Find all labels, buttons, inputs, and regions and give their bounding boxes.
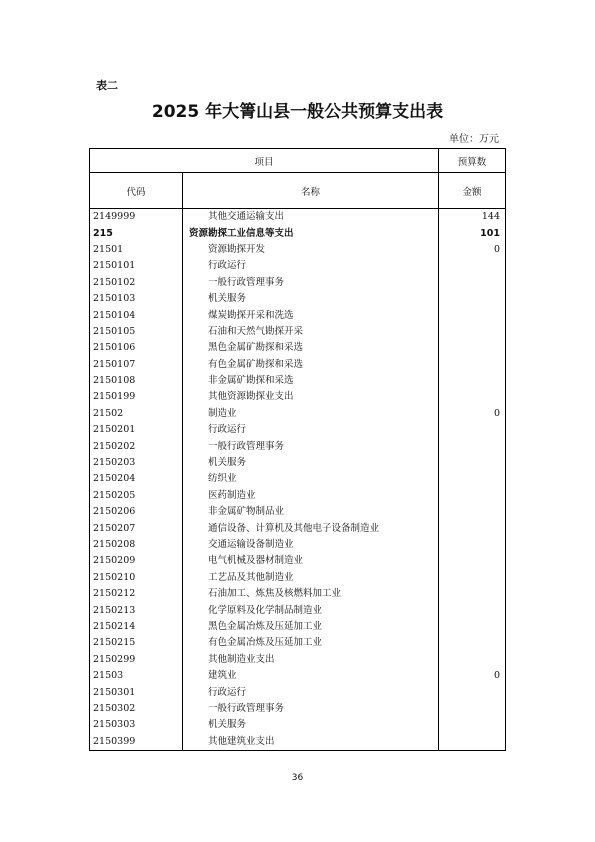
- row-name: 机关服务: [183, 455, 439, 471]
- row-code: 2150206: [90, 504, 183, 520]
- row-amount: [439, 340, 506, 356]
- table-row: [90, 570, 506, 586]
- row-code: 2149999: [90, 209, 183, 226]
- row-amount: [439, 422, 506, 438]
- table-row: [90, 357, 506, 373]
- row-name: 机关服务: [183, 291, 439, 307]
- row-code: 2150199: [90, 389, 183, 405]
- row-code: 2150299: [90, 652, 183, 668]
- table-row: [90, 422, 506, 438]
- budget-table: [89, 148, 506, 751]
- row-code: 2150105: [90, 324, 183, 340]
- row-code: 2150101: [90, 258, 183, 274]
- row-name: 行政运行: [183, 422, 439, 438]
- row-amount: [439, 537, 506, 553]
- row-name: 制造业: [183, 406, 439, 422]
- header-item: 项目: [90, 149, 439, 173]
- row-code: 2150209: [90, 553, 183, 569]
- table-row: [90, 668, 506, 684]
- table-row: [90, 553, 506, 569]
- row-name: 通信设备、计算机及其他电子设备制造业: [183, 520, 439, 536]
- table-row: [90, 504, 506, 520]
- row-name: 一般行政管理事务: [183, 275, 439, 291]
- row-code: 2150201: [90, 422, 183, 438]
- row-amount: [439, 438, 506, 454]
- row-name: 其他资源勘探业支出: [183, 389, 439, 405]
- table-body: [90, 209, 506, 751]
- table-row: [90, 619, 506, 635]
- row-code: 21503: [90, 668, 183, 684]
- row-amount: [439, 275, 506, 291]
- row-name: 一般行政管理事务: [183, 701, 439, 717]
- row-name: 机关服务: [183, 717, 439, 733]
- row-name: 其他交通运输支出: [183, 209, 439, 226]
- table-row: [90, 537, 506, 553]
- table-row: [90, 734, 506, 751]
- row-code: 2150213: [90, 602, 183, 618]
- row-name: 黑色金属矿勘探和采选: [183, 340, 439, 356]
- row-amount: [439, 734, 506, 751]
- row-name: 资源勘探工业信息等支出: [183, 225, 439, 241]
- row-amount: [439, 357, 506, 373]
- row-amount: 0: [439, 242, 506, 258]
- row-code: 2150107: [90, 357, 183, 373]
- table-row: [90, 455, 506, 471]
- row-amount: [439, 717, 506, 733]
- row-code: 2150215: [90, 635, 183, 651]
- table-row: [90, 291, 506, 307]
- row-name: 交通运输设备制造业: [183, 537, 439, 553]
- row-amount: [439, 258, 506, 274]
- row-code: 2150301: [90, 684, 183, 700]
- table-row: [90, 242, 506, 258]
- row-name: 工艺品及其他制造业: [183, 570, 439, 586]
- row-code: 2150212: [90, 586, 183, 602]
- row-name: 有色金属矿勘探和采选: [183, 357, 439, 373]
- row-code: 2150204: [90, 471, 183, 487]
- row-name: 电气机械及器材制造业: [183, 553, 439, 569]
- row-name: 有色金属冶炼及压延加工业: [183, 635, 439, 651]
- row-code: 2150302: [90, 701, 183, 717]
- table-row: [90, 717, 506, 733]
- row-code: 2150104: [90, 307, 183, 323]
- page-number: 36: [291, 773, 304, 783]
- table-row: [90, 488, 506, 504]
- row-amount: 0: [439, 668, 506, 684]
- header-budget: 预算数: [439, 149, 506, 173]
- header-name: 名称: [183, 173, 439, 209]
- table-row: [90, 324, 506, 340]
- table-row: [90, 275, 506, 291]
- header-amount: 金额: [439, 173, 506, 209]
- row-amount: [439, 291, 506, 307]
- row-amount: [439, 488, 506, 504]
- header-row-2: [90, 173, 506, 209]
- row-name: 非金属矿勘探和采选: [183, 373, 439, 389]
- row-code: 2150210: [90, 570, 183, 586]
- table-row: [90, 389, 506, 405]
- table-row: [90, 225, 506, 241]
- row-name: 其他建筑业支出: [183, 734, 439, 751]
- row-name: 纺织业: [183, 471, 439, 487]
- row-amount: 0: [439, 406, 506, 422]
- row-code: 2150214: [90, 619, 183, 635]
- row-code: 2150208: [90, 537, 183, 553]
- row-code: 2150207: [90, 520, 183, 536]
- row-amount: [439, 602, 506, 618]
- row-amount: [439, 570, 506, 586]
- row-name: 石油加工、炼焦及核燃料加工业: [183, 586, 439, 602]
- row-amount: [439, 635, 506, 651]
- table-row: [90, 340, 506, 356]
- table-row: [90, 438, 506, 454]
- table-row: [90, 701, 506, 717]
- row-name: 行政运行: [183, 258, 439, 274]
- row-code: 2150303: [90, 717, 183, 733]
- row-amount: [439, 455, 506, 471]
- row-name: 资源勘探开发: [183, 242, 439, 258]
- row-amount: [439, 389, 506, 405]
- row-name: 非金属矿物制品业: [183, 504, 439, 520]
- row-code: 2150102: [90, 275, 183, 291]
- table-row: [90, 209, 506, 226]
- row-amount: [439, 652, 506, 668]
- row-amount: [439, 504, 506, 520]
- row-name: 建筑业: [183, 668, 439, 684]
- row-amount: [439, 324, 506, 340]
- table-row: [90, 471, 506, 487]
- table-row: [90, 520, 506, 536]
- row-amount: [439, 701, 506, 717]
- document-title: 2025 年大箐山县一般公共预算支出表: [151, 102, 444, 122]
- header-row-1: [90, 149, 506, 173]
- row-code: 2150106: [90, 340, 183, 356]
- row-amount: 101: [439, 225, 506, 241]
- table-row: [90, 586, 506, 602]
- table-row: [90, 684, 506, 700]
- row-name: 行政运行: [183, 684, 439, 700]
- row-code: 2150108: [90, 373, 183, 389]
- row-code: 2150202: [90, 438, 183, 454]
- row-code: 2150205: [90, 488, 183, 504]
- row-amount: [439, 307, 506, 323]
- row-code: 2150203: [90, 455, 183, 471]
- row-name: 医药制造业: [183, 488, 439, 504]
- table-row: [90, 258, 506, 274]
- table-row: [90, 652, 506, 668]
- row-name: 煤炭勘探开采和洗选: [183, 307, 439, 323]
- row-amount: [439, 619, 506, 635]
- table-row: [90, 307, 506, 323]
- table-label: 表二: [96, 79, 118, 92]
- table-row: [90, 602, 506, 618]
- row-amount: [439, 373, 506, 389]
- unit-label: 单位：万元: [449, 134, 499, 145]
- row-code: 215: [90, 225, 183, 241]
- row-name: 石油和天然气勘探开采: [183, 324, 439, 340]
- row-name: 化学原料及化学制品制造业: [183, 602, 439, 618]
- table-row: [90, 373, 506, 389]
- table-row: [90, 406, 506, 422]
- row-name: 黑色金属冶炼及压延加工业: [183, 619, 439, 635]
- row-code: 21502: [90, 406, 183, 422]
- row-amount: [439, 471, 506, 487]
- header-code: 代码: [90, 173, 183, 209]
- row-amount: [439, 520, 506, 536]
- row-amount: [439, 553, 506, 569]
- row-amount: [439, 684, 506, 700]
- row-name: 一般行政管理事务: [183, 438, 439, 454]
- row-code: 2150103: [90, 291, 183, 307]
- row-code: 21501: [90, 242, 183, 258]
- row-name: 其他制造业支出: [183, 652, 439, 668]
- row-code: 2150399: [90, 734, 183, 751]
- table-row: [90, 635, 506, 651]
- row-amount: [439, 586, 506, 602]
- row-amount: 144: [439, 209, 506, 226]
